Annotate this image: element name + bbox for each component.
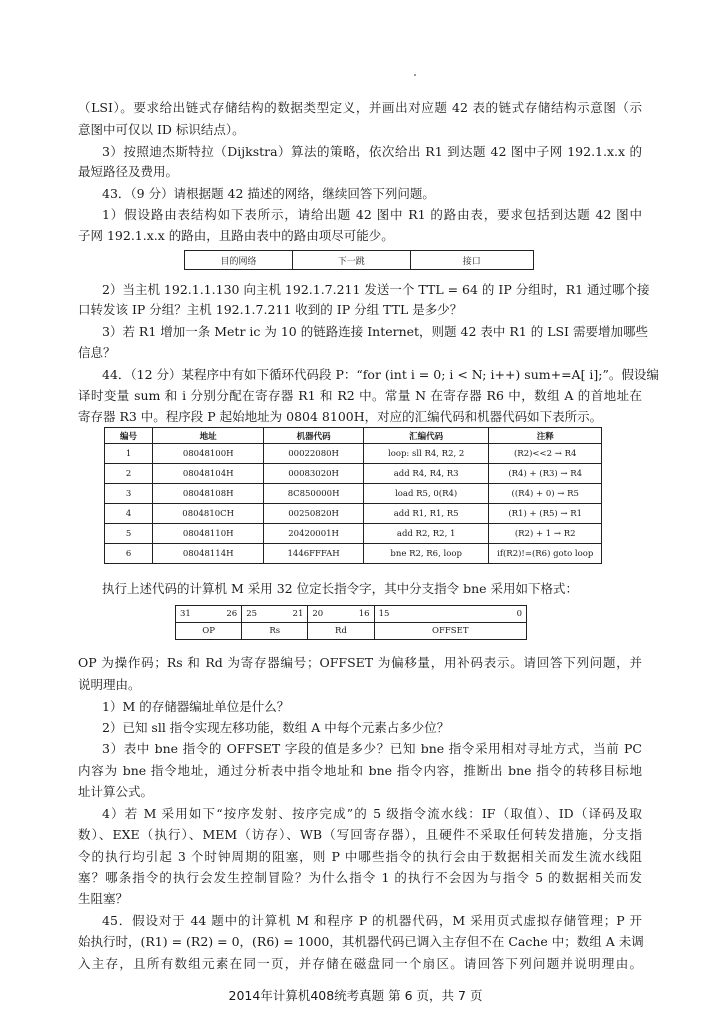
table-row (105, 524, 602, 544)
routing-table-template (184, 250, 534, 270)
field-offset: OFFSET (374, 623, 526, 640)
cell: 00250820H (264, 504, 364, 524)
field-rd: Rd (308, 623, 374, 640)
cell: add R4, R4, R3 (363, 464, 489, 484)
text-line: 最短路径及费用。 (78, 164, 179, 179)
text-line: 1）M 的存储器编址单位是什么？ (102, 699, 290, 714)
cell: 5 (105, 524, 153, 544)
field-row (176, 623, 527, 640)
cell: 08048114H (153, 544, 264, 564)
cell: load R5, 0(R4) (363, 484, 489, 504)
text-line: 信息？ (78, 345, 116, 360)
text-line: 3）按照迪杰斯特拉（Dijkstra）算法的策略，依次给出 R1 到达题 42 图中子网 192.1.x.x 的 (102, 144, 642, 159)
cell: 08048108H (153, 484, 264, 504)
bit-range (374, 606, 526, 623)
bit-low: 21 (292, 609, 304, 619)
table-row (105, 544, 602, 564)
text-line: 3）表中 bne 指令的 OFFSET 字段的值是多少？已知 bne 指令采用相对寻址方式，当前 PC (102, 741, 642, 756)
cell: 00083020H (264, 464, 364, 484)
column-header: 机器代码 (264, 428, 364, 444)
cell: bne R2, R6, loop (363, 544, 489, 564)
text-line: 令的执行均引起 3 个时钟周期的阻塞，则 P 中哪些指令的执行会由于数据相关而发生流水线阻 (78, 849, 642, 864)
text-line: （LSI）。要求给出链式存储结构的数据类型定义，并画出对应题 42 表的链式存储结构示意图（示 (78, 100, 642, 115)
scan-speck (414, 74, 416, 76)
bne-instruction-format (175, 605, 527, 640)
cell: loop: sll R4, R2, 2 (363, 444, 489, 464)
cell: (R1) + (R5) → R1 (489, 504, 602, 524)
column-header: 接口 (410, 251, 533, 270)
text-line: 口转发该 IP 分组？主机 192.1.7.211 收到的 IP 分组 TTL 是多少？ (78, 302, 463, 317)
bit-low: 26 (226, 609, 238, 619)
text-line: 说明理由。 (78, 677, 141, 692)
text-line: 址计算公式。 (78, 784, 154, 799)
cell: 1446FFFAH (264, 544, 364, 564)
cell: (R2) + 1 → R2 (489, 524, 602, 544)
text-line: 2）当主机 192.1.1.130 向主机 192.1.7.211 发送一个 TTL = 64 的 IP 分组时，R1 通过哪个接 (102, 282, 650, 297)
cell: 08048110H (153, 524, 264, 544)
text-line: 执行上述代码的计算机 M 采用 32 位定长指令字，其中分支指令 bne 采用如下格式： (102, 581, 578, 596)
cell: ((R4) + 0) → R5 (489, 484, 602, 504)
cell: add R1, R1, R5 (363, 504, 489, 524)
text-line: 子网 192.1.x.x 的路由，且路由表中的路由项尽可能少。 (78, 228, 394, 243)
text-line: 3）若 R1 增加一条 Metr ic 为 10 的链路连接 Internet，则题 42 表中 R1 的 LSI 需要增加哪些 (102, 324, 648, 339)
field-op: OP (176, 623, 242, 640)
cell: 20420001H (264, 524, 364, 544)
table-row (105, 484, 602, 504)
text-line: 寄存器 R3 中。程序段 P 起始地址为 0804 8100H，对应的汇编代码和机器代码如下表所示。 (78, 409, 603, 424)
column-header: 下一跳 (292, 251, 410, 270)
bit-high: 31 (180, 609, 191, 619)
cell: 2 (105, 464, 153, 484)
text-line: 内容为 bne 指令地址，通过分析表中指令地址和 bne 指令内容，推断出 bne 指令的转移目标地 (78, 763, 642, 778)
text-line: 始执行时，(R1) = (R2) = 0，(R6) = 1000，其机器代码已调入主存但不在 Cache 中；数组 A 未调 (78, 934, 644, 949)
column-header: 注释 (489, 428, 602, 444)
bit-high: 15 (378, 609, 390, 619)
cell: 6 (105, 544, 153, 564)
text-line: 意图中可仅以 ID 标识结点）。 (78, 122, 245, 137)
assembly-code-table (104, 427, 602, 564)
column-header: 汇编代码 (363, 428, 489, 444)
bit-range (242, 606, 308, 623)
table-header-row (105, 428, 602, 444)
cell: 00022080H (264, 444, 364, 464)
table-row (105, 444, 602, 464)
cell: 08048104H (153, 464, 264, 484)
cell: 08048100H (153, 444, 264, 464)
text-line: 生阻塞？ (78, 891, 129, 906)
bit-range (176, 606, 242, 623)
cell: add R2, R2, 1 (363, 524, 489, 544)
column-header: 编号 (105, 428, 153, 444)
text-line: 入主存，且所有数组元素在同一页，并存储在磁盘同一个扇区。请回答下列问题并说明理由。 (78, 956, 642, 971)
text-line: OP 为操作码；Rs 和 Rd 为寄存器编号；OFFSET 为偏移量，用补码表示。请回答下列问题，并 (78, 655, 642, 670)
cell: 3 (105, 484, 153, 504)
cell: if(R2)!=(R6) goto loop (489, 544, 602, 564)
text-line: 4）若 M 采用如下“按序发射、按序完成”的 5 级指令流水线：IF（取值）、ID（译码及取 (102, 806, 642, 821)
question-43-heading: 43．（9 分）请根据题 42 描述的网络，继续回答下列问题。 (102, 186, 435, 201)
question-45-heading: 45．假设对于 44 题中的计算机 M 和程序 P 的机器代码，M 采用页式虚拟存储管理；P 开 (102, 913, 642, 928)
column-header: 目的网络 (185, 251, 293, 270)
text-line: 1）假设路由表结构如下表所示，请给出题 42 图中 R1 的路由表，要求包括到达题 42 图中 (102, 207, 642, 222)
cell: 4 (105, 504, 153, 524)
text-line: 数）、EXE（执行）、MEM（访存）、WB（写回寄存器），且硬件不采取任何转发措施，分支指 (78, 827, 642, 842)
field-rs: Rs (242, 623, 308, 640)
bit-position-row (176, 606, 527, 623)
bit-high: 25 (246, 609, 258, 619)
cell: 1 (105, 444, 153, 464)
page-footer: 2014年计算机408统考真题 第 6 页，共 7 页 (228, 988, 483, 1003)
text-line: 塞？哪条指令的执行会发生控制冒险？为什么指令 1 的执行不会因为与指令 5 的数据相关而发 (78, 870, 642, 885)
cell: (R4) + (R3) → R4 (489, 464, 602, 484)
table-row (105, 464, 602, 484)
question-44-heading: 44．（12 分）某程序中有如下循环代码段 P：“for (int i = 0; i < N; i++) sum+=A[ i];”。假设编 (102, 367, 659, 382)
bit-low: 16 (358, 609, 370, 619)
bit-range (308, 606, 374, 623)
cell: 0804810CH (153, 504, 264, 524)
text-line: 译时变量 sum 和 i 分别分配在寄存器 R1 和 R2 中。常量 N 在寄存器 R6 中，数组 A 的首地址在 (78, 388, 642, 403)
text-line: 2）已知 sll 指令实现左移功能，数组 A 中每个元素占多少位？ (102, 720, 450, 735)
cell: (R2)<<2 → R4 (489, 444, 602, 464)
column-header: 地址 (153, 428, 264, 444)
cell: 8C850000H (264, 484, 364, 504)
table-row (105, 504, 602, 524)
bit-high: 20 (312, 609, 324, 619)
bit-low: 0 (516, 609, 522, 619)
